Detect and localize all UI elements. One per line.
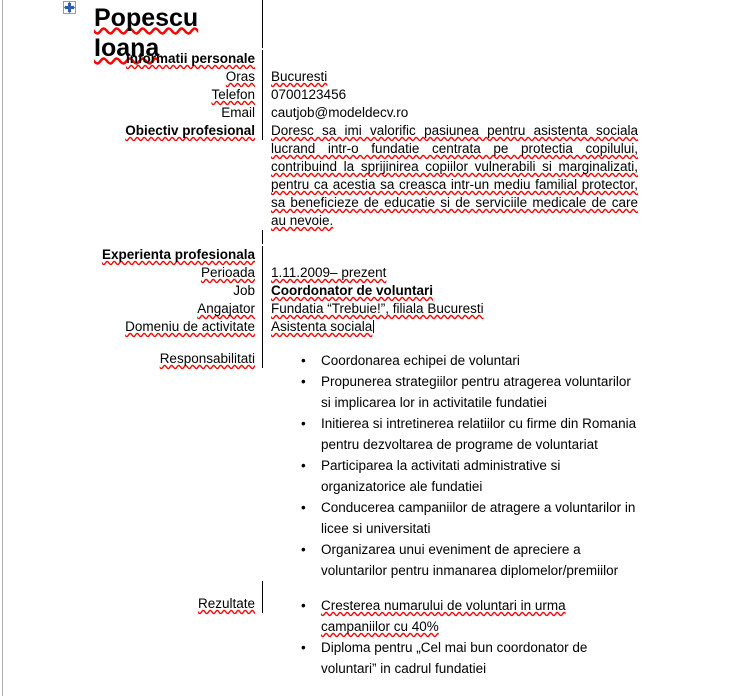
field-label-job: Job <box>78 282 263 300</box>
field-row-oras <box>78 68 638 86</box>
field-value-telefon[interactable]: 0700123456 <box>271 87 347 102</box>
field-label-rezultate: Rezultate <box>78 595 263 613</box>
field-label-email: Email <box>78 104 263 122</box>
field-value-angajator[interactable]: Fundatia “Trebuie!”, filiala Bucuresti <box>271 301 484 316</box>
list-item: • Propunerea strategiilor pentru atragerea voluntarilor si implicarea lor in activitatile fundatiei <box>301 371 638 413</box>
spacer-row-3 <box>78 336 638 350</box>
section-heading-experience-label: Experienta profesionala <box>78 246 263 264</box>
list-item: • Diploma pentru „Cel mai bun coordonator de voluntari” in cadrul fundatiei <box>301 637 638 679</box>
text-caret <box>373 320 374 333</box>
spacer-row-2 <box>78 230 638 244</box>
spacer-label-3 <box>78 336 263 350</box>
results-list <box>271 595 638 679</box>
document-left-edge <box>2 0 3 696</box>
field-value-email[interactable]: cautjob@modeldecv.ro <box>271 105 409 120</box>
list-item: • Cresterea numarului de voluntari in urma campaniilor cu 40% <box>301 595 638 637</box>
section-heading-experience <box>78 246 638 264</box>
list-item: • Coordonarea echipei de voluntari <box>301 350 638 371</box>
field-row-angajator <box>78 300 638 318</box>
spacer-row-1 <box>78 34 638 48</box>
section-heading-personal-label: Informatii personale <box>78 50 263 68</box>
list-item: • Organizarea unui eveniment de apreciere a voluntarilor pentru inmanarea diplomelor/premiilor <box>301 539 638 581</box>
responsibilities-list <box>271 350 638 581</box>
field-label-oras: Oras <box>78 68 263 86</box>
field-value-job[interactable]: Coordonator de voluntari <box>271 283 433 298</box>
cv-table <box>78 0 638 679</box>
spacer-label <box>78 34 263 48</box>
page-title: Popescu Ioana <box>78 0 263 34</box>
field-label-telefon: Telefon <box>78 86 263 104</box>
field-row-email <box>78 104 638 122</box>
field-value-rezultate <box>263 595 638 679</box>
field-row-domeniu <box>78 318 638 336</box>
list-item: • Participarea la activitati administrative si organizatorice ale fundatiei <box>301 455 638 497</box>
spacer-label-4 <box>78 581 263 595</box>
list-item: • Conducerea campaniilor de atragere a voluntarilor in licee si universitati <box>301 497 638 539</box>
field-label-domeniu: Domeniu de activitate <box>78 318 263 336</box>
field-value-obiectiv[interactable]: Doresc sa imi valorific pasiunea pentru asistenta sociala lucrand intr-o fundatie centrata pe protectia copilului, contribuind la sprijinirea copiilor vulnerabili si marginalizati, pentru ca acestia sa creasca intr-un mediu familial protector, sa beneficieze de educatie si de serviciile medicale de care au nevoie. <box>271 123 638 228</box>
field-row-perioada <box>78 264 638 282</box>
field-row-responsabilitati <box>78 350 638 581</box>
table-move-handle-icon[interactable] <box>63 1 76 14</box>
field-row-obiectiv <box>78 122 638 230</box>
field-label-angajator: Angajator <box>78 300 263 318</box>
field-row-job <box>78 282 638 300</box>
field-label-obiectiv: Obiectiv profesional <box>78 122 263 140</box>
field-row-telefon <box>78 86 638 104</box>
field-value-domeniu[interactable] <box>263 318 638 336</box>
field-value-domeniu-text: Asistenta sociala <box>271 319 373 334</box>
field-value-oras[interactable]: Bucuresti <box>271 69 328 84</box>
field-label-perioada: Perioada <box>78 264 263 282</box>
field-value-perioada[interactable]: 1.11.2009– prezent <box>271 265 387 280</box>
spacer-row-4 <box>78 581 638 595</box>
section-heading-personal <box>78 50 638 68</box>
field-row-rezultate <box>78 595 638 679</box>
field-value-responsabilitati <box>263 350 638 581</box>
spacer-label-2 <box>78 230 263 244</box>
field-label-responsabilitati: Responsabilitati <box>78 350 263 368</box>
list-item: • Initierea si intretinerea relatiilor cu firme din Romania pentru dezvoltarea de programe de voluntariat <box>301 413 638 455</box>
